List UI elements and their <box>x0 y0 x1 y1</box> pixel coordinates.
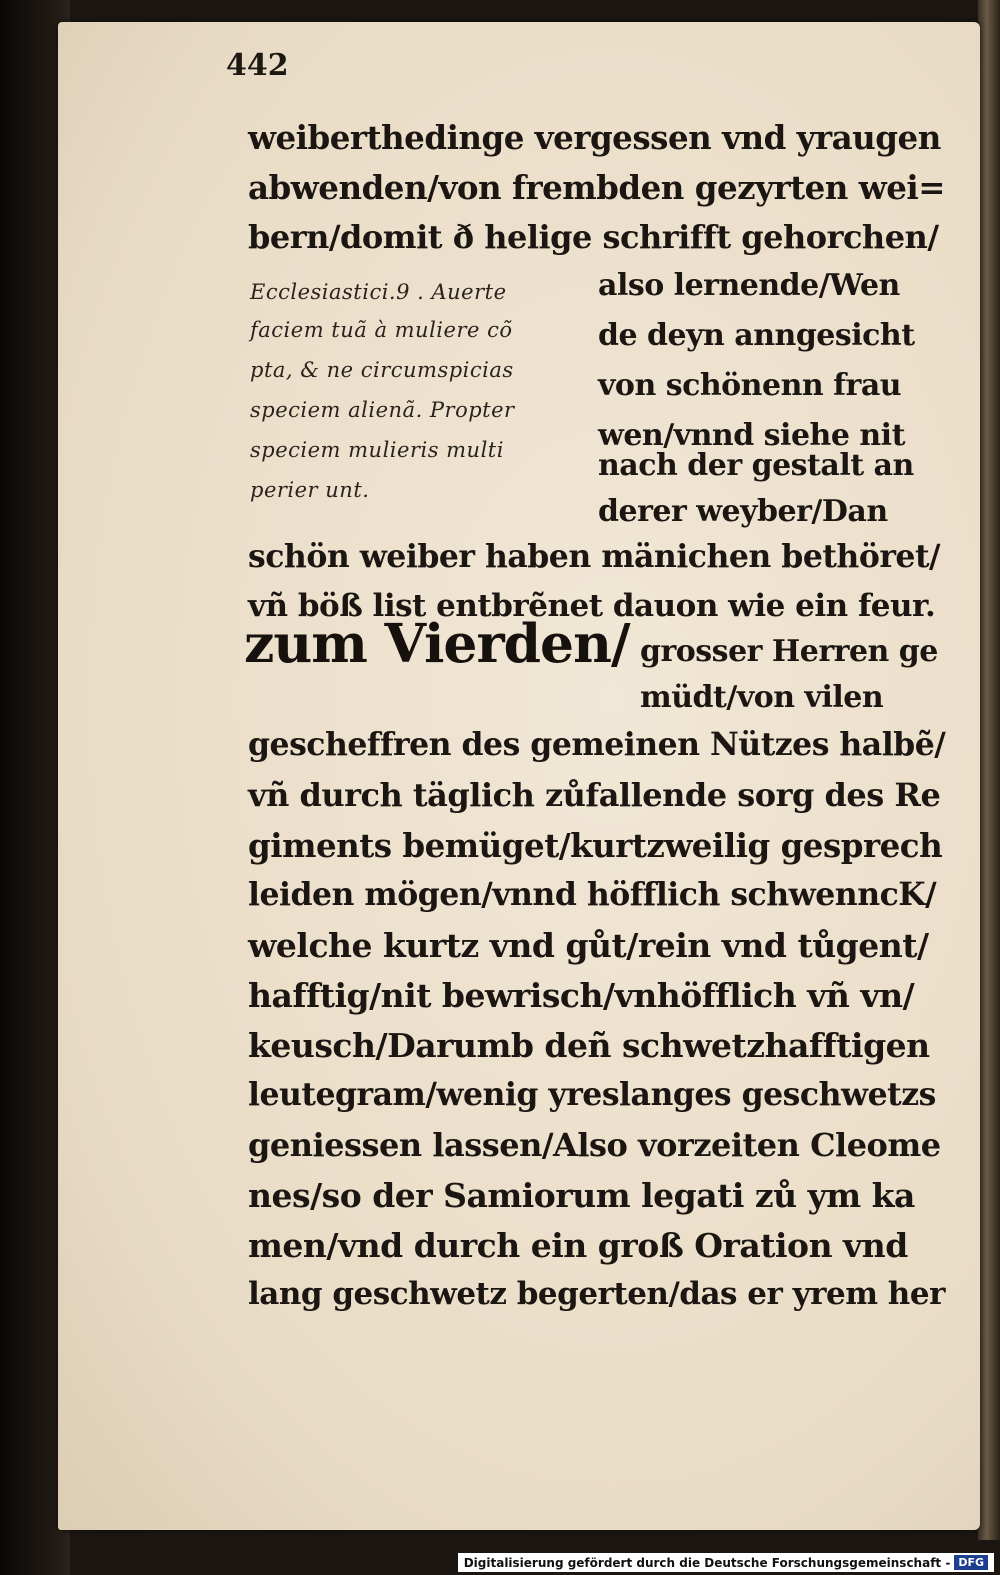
text-line: von schönenn frau <box>598 368 902 403</box>
text-line: weiberthedinge vergessen vnd yraugen <box>248 118 941 157</box>
text-line: welche kurtz vnd gůt/rein vnd tůgent/ <box>248 926 929 965</box>
text-line: lang geschwetz begerten/das er yrem her <box>248 1276 945 1312</box>
section-heading: zum Vierden/ <box>244 612 630 675</box>
side-note-line: Ecclesiastici.9 . Auerte <box>250 280 507 304</box>
text-line: gescheffren des gemeinen Nützes halbẽ/ <box>248 726 946 763</box>
book-edge <box>978 0 1000 1540</box>
text-line: vñ böß list entbrẽnet dauon wie ein feur. <box>248 588 936 624</box>
credit-text: Digitalisierung gefördert durch die Deutsche Forschungsgemeinschaft - <box>463 1555 951 1570</box>
dfg-logo-icon: DFG <box>954 1555 988 1570</box>
text-line: müdt/von vilen <box>640 680 884 715</box>
text-line: leutegram/wenig yreslanges geschwetzs <box>248 1076 936 1113</box>
text-line: also lernende/Wen <box>598 268 900 303</box>
text-line: vñ durch täglich zůfallende sorg des Re <box>248 776 941 814</box>
side-note-line: speciem alienã. Propter <box>250 398 515 422</box>
page-number: 442 <box>226 48 289 83</box>
text-line: derer weyber/Dan <box>598 494 888 529</box>
text-line: nes/so der Samiorum legati zů ym ka <box>248 1176 915 1215</box>
text-line: wen/vnnd siehe nit <box>598 418 905 453</box>
side-note-line: speciem mulieris multi <box>250 438 504 462</box>
text-line: hafftig/nit bewrisch/vnhöfflich vñ vn/ <box>248 976 915 1015</box>
text-line: giments bemüget/kurtzweilig gesprech <box>248 826 943 865</box>
side-note-line: perier unt. <box>250 478 370 502</box>
text-line: de deyn anngesicht <box>598 318 915 353</box>
text-line: leiden mögen/vnnd höfflich schwenncK/ <box>248 876 937 913</box>
text-line: nach der gestalt an <box>598 448 914 483</box>
text-line: abwenden/von frembden gezyrten wei= <box>248 168 945 207</box>
text-line: grosser Herren ge <box>640 634 938 669</box>
text-line: schön weiber haben mänichen bethöret/ <box>248 538 941 575</box>
digitization-credit <box>458 1553 994 1572</box>
text-line: geniessen lassen/Also vorzeiten Cleome <box>248 1126 941 1164</box>
text-line: keusch/Darumb deñ schwetzhafftigen <box>248 1026 930 1065</box>
side-note-line: pta, & ne circumspicias <box>250 358 514 382</box>
text-line: bern/domit ð helige schrifft gehorchen/ <box>248 218 939 256</box>
side-note-line: faciem tuã à muliere cõ <box>250 318 513 342</box>
text-line: men/vnd durch ein groß Oration vnd <box>248 1226 908 1265</box>
